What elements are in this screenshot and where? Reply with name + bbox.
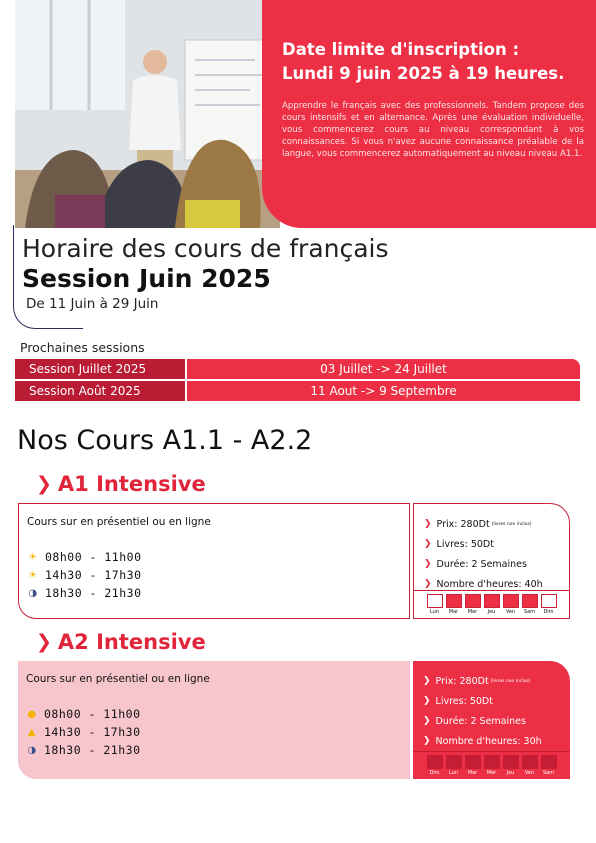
course-mode: Cours sur en présentiel ou en ligne — [26, 673, 210, 685]
page-title: Horaire des cours de français — [22, 234, 389, 263]
sun-icon: ● — [27, 708, 37, 720]
duration-item — [423, 711, 570, 731]
info-card-a2 — [413, 661, 570, 779]
weekday-box — [427, 755, 443, 769]
time-slot — [27, 566, 409, 584]
schedule-title-block — [22, 234, 482, 314]
chevron-right-icon: ❯ — [424, 559, 432, 569]
weekday-box — [503, 594, 519, 608]
next-sessions-label: Prochaines sessions — [20, 340, 145, 355]
weekday-cell — [541, 594, 557, 618]
time-slot — [26, 741, 410, 759]
price-text: Prix: 280Dt — [436, 518, 490, 530]
time-slot-text: 18h30 - 21h30 — [44, 743, 141, 757]
weekday-label: Jeu — [487, 609, 496, 615]
weekday-label: Mar — [448, 609, 459, 615]
price-text: Prix: 280Dt — [435, 675, 489, 687]
weekday-box — [465, 755, 481, 769]
duration-text: Durée: 2 Semaines — [436, 558, 527, 570]
weekday-label: Ven — [505, 609, 516, 615]
chevron-right-icon: ❯ — [424, 519, 432, 529]
next-session-row — [15, 381, 580, 401]
course-name: A1 Intensive — [57, 472, 206, 496]
weekday-label: Mer — [467, 609, 478, 615]
weekday-cell — [484, 755, 500, 779]
weekday-calendar — [413, 751, 570, 779]
weekday-box — [446, 755, 462, 769]
books-text: Livres: 50Dt — [436, 538, 494, 550]
weekday-label: Sam — [523, 609, 536, 615]
time-slot-text: 14h30 - 17h30 — [45, 568, 142, 582]
evening-icon: ◑ — [28, 587, 38, 599]
intro-description: Apprendre le français avec des professionnels. Tandem propose des cours intensifs et en alternance. Après une évaluation individuelle, vous commencerez cours au niveau correspondant à vos connaissances. Si vous n'avez aucune connaissance préalable de la langue, vous commencerez automatiquement au niveau niveau A1.1. — [282, 101, 584, 159]
schedule-card-a1 — [18, 503, 410, 619]
deadline-line-2: Lundi 9 juin 2025 à 19 heures. — [282, 64, 565, 83]
chevron-right-icon: ❯ — [424, 539, 432, 549]
time-slot — [26, 705, 410, 723]
classroom-image — [15, 0, 280, 228]
chevron-right-icon: ❯ — [36, 631, 52, 653]
next-session-name: Session Août 2025 — [15, 381, 185, 401]
next-session-name: Session Juillet 2025 — [15, 359, 185, 379]
weekday-label: Ven — [524, 770, 535, 776]
price-item — [423, 671, 570, 691]
hours-item — [423, 731, 570, 751]
price-note: (livres non inclus) — [490, 678, 531, 684]
weekday-label: Dim — [429, 770, 440, 776]
weekday-cell — [427, 755, 443, 779]
weekday-cell — [484, 594, 500, 618]
weekday-box — [541, 594, 557, 608]
weekday-box — [522, 755, 538, 769]
weekday-box — [541, 755, 557, 769]
weekday-box — [465, 594, 481, 608]
time-slot — [26, 723, 410, 741]
sun-icon: ☀ — [28, 551, 38, 563]
price-item — [424, 514, 569, 534]
chevron-right-icon: ❯ — [423, 716, 431, 726]
chevron-right-icon: ❯ — [36, 473, 52, 495]
courses-title: Nos Cours A1.1 - A2.2 — [17, 425, 313, 456]
price-note: (livres non inclus) — [491, 521, 532, 527]
weekday-box — [446, 594, 462, 608]
next-session-dates: 11 Aout -> 9 Septembre — [187, 381, 580, 401]
next-session-row — [15, 359, 580, 379]
books-item — [423, 691, 570, 711]
weekday-cell — [503, 755, 519, 779]
session-dates: De 11 Juin à 29 Juin — [26, 296, 159, 312]
weekday-label: Mar — [467, 770, 478, 776]
weekday-box — [484, 755, 500, 769]
weekday-cell — [446, 594, 462, 618]
weekday-cell — [503, 594, 519, 618]
chevron-right-icon: ❯ — [424, 579, 432, 589]
sun-icon: ☀ — [28, 569, 38, 581]
session-title: Session Juin 2025 — [22, 264, 271, 293]
chevron-right-icon: ❯ — [423, 736, 431, 746]
weekday-box — [522, 594, 538, 608]
duration-text: Durée: 2 Semaines — [435, 715, 526, 727]
time-slot-text: 14h30 - 17h30 — [44, 725, 141, 739]
course-heading-a1 — [36, 472, 206, 496]
evening-icon: ◑ — [27, 744, 37, 756]
time-slot-text: 18h30 - 21h30 — [45, 586, 142, 600]
hours-text: Nombre d'heures: 40h — [436, 578, 543, 590]
weekday-label: Sam — [542, 770, 555, 776]
chevron-right-icon: ❯ — [423, 696, 431, 706]
weekday-box — [484, 594, 500, 608]
course-heading-a2 — [36, 630, 206, 654]
weekday-cell — [427, 594, 443, 618]
registration-panel — [262, 0, 596, 228]
weekday-label: Mer — [486, 770, 497, 776]
sun-icon: ▲ — [27, 726, 37, 738]
weekday-cell — [465, 594, 481, 618]
books-text: Livres: 50Dt — [435, 695, 493, 707]
weekday-label: Jeu — [506, 770, 515, 776]
hero-photo — [15, 0, 280, 228]
weekday-box — [427, 594, 443, 608]
chevron-right-icon: ❯ — [423, 676, 431, 686]
time-slot — [27, 584, 409, 602]
time-slot — [27, 548, 409, 566]
weekday-cell — [465, 755, 481, 779]
books-item — [424, 534, 569, 554]
schedule-card-a2 — [18, 661, 410, 779]
time-slot-text: 08h00 - 11h00 — [44, 707, 141, 721]
next-session-dates: 03 Juillet -> 24 Juillet — [187, 359, 580, 379]
hours-text: Nombre d'heures: 30h — [435, 735, 542, 747]
weekday-label: Lun — [448, 770, 459, 776]
info-card-a1 — [413, 503, 570, 619]
deadline-line-1: Date limite d'inscription : — [282, 40, 520, 59]
course-mode: Cours sur en présentiel ou en ligne — [27, 516, 211, 528]
course-name: A2 Intensive — [57, 630, 206, 654]
weekday-box — [503, 755, 519, 769]
weekday-cell — [446, 755, 462, 779]
weekday-label: Lun — [429, 609, 440, 615]
weekday-cell — [541, 755, 557, 779]
weekday-calendar — [414, 590, 569, 618]
duration-item — [424, 554, 569, 574]
time-slot-text: 08h00 - 11h00 — [45, 550, 142, 564]
weekday-cell — [522, 755, 538, 779]
weekday-label: Dim — [543, 609, 554, 615]
weekday-cell — [522, 594, 538, 618]
